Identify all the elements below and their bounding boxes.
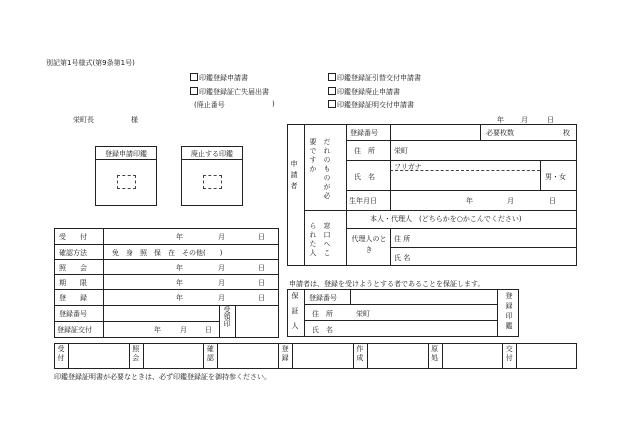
divider [54,305,279,306]
checkbox-registration-application[interactable] [190,73,248,83]
copies-needed-label: 必要枚数 [486,129,514,137]
addressee-sama: 様 [131,116,138,124]
registration-number-label: 登録番号 [350,129,378,137]
receipt-stamp-label: 受領印 [223,306,231,327]
stamp-cell-label: 作成 [355,345,364,363]
divider [480,124,481,140]
row-month: 月 [218,264,225,272]
agent-case-label: 代理人のとき [351,235,387,254]
address-label: 住 所 [354,147,375,155]
guarantor-label: 保証人 [291,292,299,337]
stamp-cell[interactable] [368,343,427,369]
row-label-shokai: 照 会 [59,264,87,272]
divider [502,343,503,369]
card-issue-year: 年 [154,326,161,334]
name-label: 氏 名 [354,173,375,181]
divider [54,289,279,290]
dob-day: 日 [549,197,556,205]
abolish-seal-label: 廃止する印鑑 [191,150,233,158]
agent-name-label: 氏 名 [394,254,411,262]
addressee: 栄町長 [73,116,94,124]
divider [95,159,157,160]
checkbox-label: 印鑑登録申請書 [199,74,248,82]
divider [346,124,347,266]
card-issue-month: 月 [180,326,187,334]
furigana-label: フリガナ [394,163,422,171]
registration-seal-label: 登録申請印鑑 [105,150,147,158]
divider [390,124,391,210]
stamp-cell-label: 確認 [206,345,215,363]
row-month: 月 [218,294,225,302]
stamp-cell-label: 原処 [430,345,439,363]
divider [54,321,219,322]
stamp-cell[interactable] [293,343,352,369]
divider [235,305,236,338]
stamp-cell[interactable] [517,343,576,369]
row-day: 日 [258,279,265,287]
divider [129,343,130,369]
copies-unit: 枚 [563,129,570,137]
checkbox-abolish-application[interactable] [328,87,400,97]
who-needs-label: だれのものが必要ですか [309,138,331,201]
checkbox-square[interactable] [190,87,198,95]
divider [54,259,279,260]
guarantee-statement: 申請者は、登録を受けようとする者であることを保証します。 [289,280,485,288]
row-year: 年 [176,294,183,302]
row-day: 日 [258,233,265,241]
row-year: 年 [176,264,183,272]
divider [278,343,279,369]
dob-year: 年 [466,197,473,205]
abolish-number-open: (廃止番号 [194,101,225,109]
seal-guide [117,175,136,189]
divider [304,304,497,305]
divider [304,289,305,337]
registration-number-field[interactable] [392,126,478,138]
agent-choice[interactable]: 本人・代理人 (どちらかを○かこんでください) [370,215,522,223]
footnote: 印鑑登録証明書が必要なときは、必ず印鑑登録証を御持参ください。 [54,373,271,381]
guarantor-registration-number-label: 登録番号 [309,294,337,302]
stamp-cell[interactable] [218,343,277,369]
dob-label: 生年月日 [349,197,377,205]
checkbox-card-exchange[interactable] [328,73,421,83]
divider [304,124,305,266]
applicant-label: 申請者 [290,160,298,193]
divider [181,159,243,160]
divider [390,228,391,266]
guarantor-seal-label: 登録印鑑 [505,292,513,332]
abolish-number-close: ) [272,100,275,108]
checkbox-square[interactable] [328,73,336,81]
row-label-uketsuke: 受 付 [59,233,87,241]
guarantor-address-value[interactable]: 栄町 [356,310,370,318]
checkbox-certificate-issue[interactable] [328,100,414,110]
guarantor-address-label: 住 所 [312,310,333,318]
row-day: 日 [258,264,265,272]
gender-choice[interactable]: 男・女 [545,173,566,181]
checkbox-label: 印鑑登録廃止申請書 [337,88,400,96]
row-label-kigen: 期 限 [59,279,87,287]
divider [390,247,577,248]
stamp-cell[interactable] [443,343,502,369]
verify-method-options[interactable]: 免 身 照 保 在 その他( ) [112,249,223,257]
divider [219,305,220,338]
verify-method-label: 確認方法 [59,249,87,257]
card-issue-label: 登録証交付 [57,326,92,334]
date-year: 年 [497,116,504,124]
row-label-toroku: 登 録 [59,294,87,302]
stamp-cell[interactable] [69,343,128,369]
divider [304,320,497,321]
checkbox-label: 印鑑登録証明交付申請書 [337,101,414,109]
row-month: 月 [218,279,225,287]
divider [346,228,577,229]
office-registration-number-label: 登録番号 [59,310,87,318]
divider [428,343,429,369]
guarantor-name-label: 氏 名 [312,326,333,334]
checkbox-square[interactable] [328,100,336,108]
divider [346,190,577,191]
checkbox-label: 印鑑登録証引替交付申請書 [337,74,421,82]
stamp-cell[interactable] [144,343,203,369]
divider [304,210,577,211]
form-number: 別記第1号様式(第9条第1号) [46,59,135,67]
stamp-cell-label: 登録 [281,345,290,363]
agent-address-label: 住 所 [394,235,411,243]
row-day: 日 [258,294,265,302]
divider [54,244,279,245]
checkbox-square[interactable] [190,73,198,81]
card-issue-day: 日 [205,326,212,334]
name-field[interactable] [392,172,538,188]
row-year: 年 [176,279,183,287]
divider [350,289,351,304]
stamp-cell-label: 受付 [57,345,65,363]
divider [54,274,279,275]
divider [346,140,577,141]
divider [353,343,354,369]
divider [497,289,498,337]
divider [540,160,541,190]
divider [346,160,577,161]
date-month: 月 [521,116,528,124]
date-day: 日 [547,116,554,124]
stamp-cell-label: 照会 [131,345,140,363]
dob-month: 月 [507,197,514,205]
address-value[interactable]: 栄町 [394,147,408,155]
stamp-cell-label: 交付 [505,345,514,363]
row-month: 月 [218,233,225,241]
checkbox-label: 印鑑登録証亡失届出書 [199,88,269,96]
checkbox-card-loss-report[interactable] [190,87,269,97]
who-came-label: 窓口へこられた人 [309,222,331,258]
checkbox-square[interactable] [328,87,336,95]
divider [203,343,204,369]
seal-guide [203,175,222,189]
row-year: 年 [176,233,183,241]
